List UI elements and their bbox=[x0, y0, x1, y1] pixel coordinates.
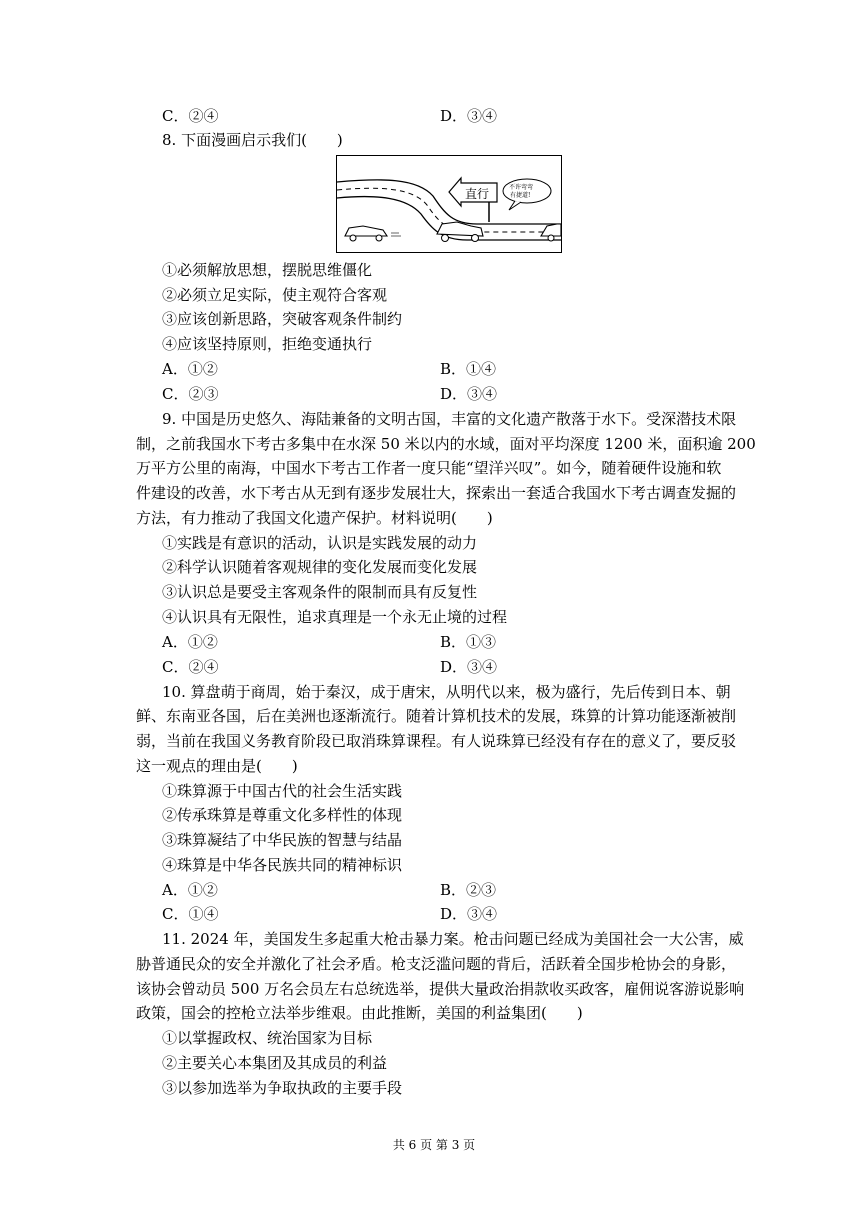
comic-illustration bbox=[337, 156, 561, 252]
q10-item-2: ②传承珠算是尊重文化多样性的体现 bbox=[162, 806, 403, 824]
q8-comic bbox=[336, 155, 562, 253]
q11-line-1: 11. 2024 年，美国发生多起重大枪击暴力案。枪击问题已经成为美国社会一大公害，威 bbox=[162, 930, 744, 948]
q9-line-4: 件建设的改善，水下考古从无到有逐步发展壮大，探索出一套适合我国水下考古调查发掘的 bbox=[136, 484, 737, 502]
q11-line-4: 政策，国会的控枪立法举步维艰。由此推断，美国的利益集团( ) bbox=[136, 1004, 583, 1022]
q10-option-d: D．③④ bbox=[440, 905, 498, 923]
q9-option-b: B．①③ bbox=[440, 633, 497, 651]
q8-item-2: ②必须立足实际，使主观符合客观 bbox=[162, 286, 388, 304]
q8-option-a: A．①② bbox=[162, 360, 218, 378]
q9-option-a: A．①② bbox=[162, 633, 218, 651]
page-footer: 共 6 页 第 3 页 bbox=[392, 1138, 476, 1152]
q8-option-b: B．①④ bbox=[440, 360, 497, 378]
q10-item-3: ③珠算凝结了中华民族的智慧与结晶 bbox=[162, 831, 403, 849]
car-right-icon bbox=[541, 224, 561, 241]
q10-option-a: A．①② bbox=[162, 881, 218, 899]
q9-option-d: D．③④ bbox=[440, 658, 498, 676]
q11-line-2: 胁普通民众的安全并激化了社会矛盾。枪支泛滥问题的背后，活跃着全国步枪协会的身影， bbox=[136, 955, 737, 973]
bubble-line-1: 不许弯弯 bbox=[509, 184, 534, 191]
q9-item-4: ④认识具有无限性，追求真理是一个永无止境的过程 bbox=[162, 608, 508, 626]
q10-item-4: ④珠算是中华各民族共同的精神标识 bbox=[162, 856, 403, 874]
q10-line-4: 这一观点的理由是( ) bbox=[136, 757, 298, 775]
q8-option-d: D．③④ bbox=[440, 385, 498, 403]
q8-item-4: ④应该坚持原则，拒绝变通执行 bbox=[162, 335, 373, 353]
q9-item-3: ③认识总是要受主客观条件的限制而具有反复性 bbox=[162, 583, 478, 601]
q11-item-2: ②主要关心本集团及其成员的利益 bbox=[162, 1054, 388, 1072]
q11-line-3: 该协会曾动员 500 万名会员左右总统选举，提供大量政治捐款收买政客，雇佣说客游说影响 bbox=[136, 980, 745, 998]
q8-stem: 8. 下面漫画启示我们( ) bbox=[162, 131, 343, 149]
q9-item-2: ②科学认识随着客观规律的变化发展而变化发展 bbox=[162, 558, 478, 576]
q8-item-3: ③应该创新思路，突破客观条件制约 bbox=[162, 310, 403, 328]
q7-option-d: D．③④ bbox=[440, 107, 498, 125]
q9-line-1: 9. 中国是历史悠久、海陆兼备的文明古国，丰富的文化遗产散落于水下。受深潜技术限 bbox=[162, 410, 737, 428]
car-middle-icon bbox=[437, 222, 483, 242]
sign-text: 直行 bbox=[465, 187, 490, 201]
q9-option-c: C．②④ bbox=[162, 658, 219, 676]
q11-item-3: ③以参加选举为争取执政的主要手段 bbox=[162, 1079, 403, 1097]
q10-item-1: ①珠算源于中国古代的社会生活实践 bbox=[162, 782, 403, 800]
q8-item-1: ①必须解放思想，摆脱思维僵化 bbox=[162, 261, 373, 279]
q9-line-5: 方法，有力推动了我国文化遗产保护。材料说明( ) bbox=[136, 509, 493, 527]
q10-line-2: 鲜、东南亚各国，后在美洲也逐渐流行。随着计算机技术的发展，珠算的计算功能逐渐被削 bbox=[136, 707, 737, 725]
q10-option-c: C．①④ bbox=[162, 905, 219, 923]
bubble-line-2: 有捷道! bbox=[510, 192, 531, 199]
q8-option-c: C．②③ bbox=[162, 385, 219, 403]
q11-item-1: ①以掌握政权、统治国家为目标 bbox=[162, 1029, 373, 1047]
q10-line-1: 10. 算盘萌于商周，始于秦汉，成于唐宋，从明代以来，极为盛行，先后传到日本、朝 bbox=[162, 683, 731, 701]
car-left-icon bbox=[345, 226, 401, 241]
q9-item-1: ①实践是有意识的活动，认识是实践发展的动力 bbox=[162, 534, 478, 552]
q9-line-3: 万平方公里的南海，中国水下考古工作者一度只能“望洋兴叹”。如今，随着硬件设施和软 bbox=[136, 459, 722, 477]
q10-line-3: 弱，当前在我国义务教育阶段已取消珠算课程。有人说珠算已经没有存在的意义了，要反驳 bbox=[136, 732, 737, 750]
q9-line-2: 制，之前我国水下考古多集中在水深 50 米以内的水域，面对平均深度 1200 米，面积逾 200 bbox=[136, 435, 756, 453]
q7-option-c: C．②④ bbox=[162, 107, 219, 125]
q10-option-b: B．②③ bbox=[440, 881, 497, 899]
